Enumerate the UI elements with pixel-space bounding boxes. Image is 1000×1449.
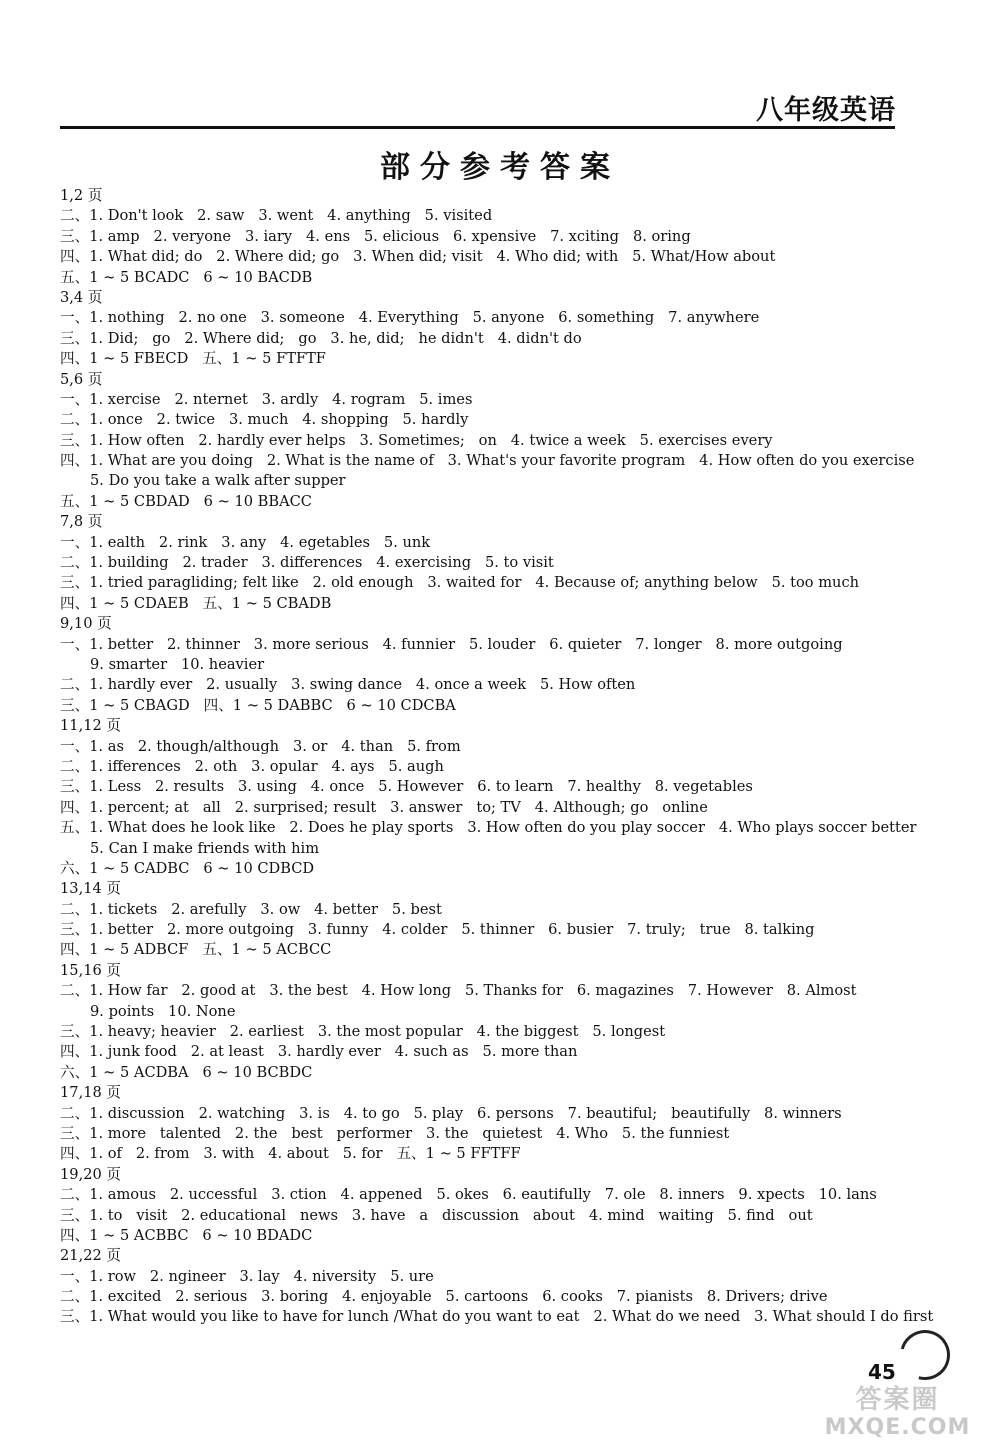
answer-line: 四、1. What are you doing 2. What is the name of 3. What's your favorite program 4. How often do you exercise	[60, 452, 915, 470]
answer-line: 三、1. tried paragliding; felt like 2. old enough 3. waited for 4. Because of; anything below 5. too much	[60, 574, 860, 592]
answer-line: 二、1. discussion 2. watching 3. is 4. to go 5. play 6. persons 7. beautiful; beautifully 8. winners	[60, 1104, 842, 1122]
header-title: 八年级英语	[756, 95, 896, 126]
watermark	[800, 1385, 995, 1445]
answer-line: 三、1. heavy; heavier 2. earliest 3. the most popular 4. the biggest 5. longest	[60, 1023, 666, 1041]
answer-line: 二、1. building 2. trader 3. differences 4. exercising 5. to visit	[60, 554, 554, 572]
answer-line: 3,4 页	[60, 288, 103, 306]
answer-line: 三、1. What would you like to have for lunch /What do you want to eat 2. What do we need 3. What should I do first	[60, 1308, 934, 1326]
answer-line: 二、1. hardly ever 2. usually 3. swing dance 4. once a week 5. How often	[60, 676, 636, 694]
answer-line: 四、1. of 2. from 3. with 4. about 5. for 五、1 ~ 5 FFTFF	[60, 1145, 521, 1163]
answer-line: 二、1. amous 2. uccessful 3. ction 4. appened 5. okes 6. eautifully 7. ole 8. inners 9. xpects 10. lans	[60, 1186, 877, 1204]
answer-line: 5. Do you take a walk after supper	[90, 472, 346, 490]
answer-line: 五、1. What does he look like 2. Does he play sports 3. How often do you play soccer 4. Who plays soccer better	[60, 819, 917, 837]
page-title: 部分参考答案	[380, 150, 620, 185]
answer-line: 一、1. row 2. ngineer 3. lay 4. niversity 5. ure	[60, 1267, 434, 1285]
answer-line: 9. points 10. None	[90, 1002, 236, 1020]
answer-line: 三、1 ~ 5 CBAGD 四、1 ~ 5 DABBC 6 ~ 10 CDCBA	[60, 696, 456, 714]
watermark-top: 答案圈	[855, 1385, 940, 1415]
answer-line: 六、1 ~ 5 ACDBA 6 ~ 10 BCBDC	[60, 1063, 313, 1081]
answer-line: 三、1. more talented 2. the best performer 3. the quietest 4. Who 5. the funniest	[60, 1124, 730, 1142]
answer-line: 三、1. to visit 2. educational news 3. have a discussion about 4. mind waiting 5. find out	[60, 1206, 813, 1224]
answer-line: 5. Can I make friends with him	[90, 839, 320, 857]
answer-line: 二、1. once 2. twice 3. much 4. shopping 5. hardly	[60, 411, 469, 429]
answer-line: 四、1 ~ 5 ACBBC 6 ~ 10 BDADC	[60, 1226, 313, 1244]
answer-line: 一、1. nothing 2. no one 3. someone 4. Everything 5. anyone 6. something 7. anywhere	[60, 309, 760, 327]
answer-line: 六、1 ~ 5 CADBC 6 ~ 10 CDBCD	[60, 859, 315, 877]
answer-line: 13,14 页	[60, 880, 122, 898]
answer-line: 二、1. ifferences 2. oth 3. opular 4. ays 5. augh	[60, 757, 444, 775]
answer-line: 一、1. xercise 2. nternet 3. ardly 4. rogram 5. imes	[60, 390, 473, 408]
answer-line: 21,22 页	[60, 1247, 122, 1265]
answer-line: 9. smarter 10. heavier	[90, 655, 265, 673]
answer-line: 四、1. What did; do 2. Where did; go 3. When did; visit 4. Who did; with 5. What/How about	[60, 248, 776, 266]
answer-line: 1,2 页	[60, 187, 103, 204]
answer-line: 11,12 页	[60, 717, 122, 735]
answer-line: 三、1. Did; go 2. Where did; go 3. he, did; he didn't 4. didn't do	[60, 329, 582, 347]
answer-line: 一、1. ealth 2. rink 3. any 4. egetables 5. unk	[60, 533, 431, 551]
page-decoration-icon	[891, 1321, 959, 1389]
answer-line: 三、1. Less 2. results 3. using 4. once 5. However 6. to learn 7. healthy 8. vegetables	[60, 778, 753, 796]
answer-line: 四、1 ~ 5 FBECD 五、1 ~ 5 FTFTF	[60, 350, 326, 368]
watermark-bottom: MXQE.COM	[824, 1415, 971, 1440]
answer-line: 19,20 页	[60, 1165, 122, 1183]
answer-line: 17,18 页	[60, 1084, 122, 1102]
answer-line: 7,8 页	[60, 513, 103, 531]
answer-line: 四、1. percent; at all 2. surprised; result 3. answer to; TV 4. Although; go online	[60, 798, 708, 816]
answer-line: 二、1. excited 2. serious 3. boring 4. enjoyable 5. cartoons 6. cooks 7. pianists 8. Drivers; drive	[60, 1288, 828, 1306]
answer-line: 15,16 页	[60, 961, 122, 979]
header-rule	[60, 126, 895, 129]
answer-line: 四、1. junk food 2. at least 3. hardly ever 4. such as 5. more than	[60, 1043, 578, 1061]
answer-line: 二、1. How far 2. good at 3. the best 4. How long 5. Thanks for 6. magazines 7. However 8. Almost	[60, 982, 857, 1000]
answer-line: 一、1. better 2. thinner 3. more serious 4. funnier 5. louder 6. quieter 7. longer 8. more outgoing	[60, 635, 843, 653]
answer-line: 三、1. better 2. more outgoing 3. funny 4. colder 5. thinner 6. busier 7. truly; true 8. talking	[60, 921, 815, 939]
answer-list	[60, 186, 934, 1328]
answer-line: 9,10 页	[60, 615, 112, 633]
answer-line: 四、1 ~ 5 ADBCF 五、1 ~ 5 ACBCC	[60, 941, 332, 959]
answer-line: 5,6 页	[60, 370, 103, 388]
answer-line: 三、1. amp 2. veryone 3. iary 4. ens 5. elicious 6. xpensive 7. xciting 8. oring	[60, 227, 691, 245]
answer-line: 三、1. How often 2. hardly ever helps 3. Sometimes; on 4. twice a week 5. exercises every	[60, 431, 773, 449]
answer-line: 二、1. Don't look 2. saw 3. went 4. anything 5. visited	[60, 207, 493, 225]
answer-line: 五、1 ~ 5 CBDAD 6 ~ 10 BBACC	[60, 492, 312, 510]
answer-line: 四、1 ~ 5 CDAEB 五、1 ~ 5 CBADB	[60, 594, 332, 612]
page-number: 45	[868, 1360, 896, 1384]
answer-line: 二、1. tickets 2. arefully 3. ow 4. better 5. best	[60, 900, 442, 918]
answer-line: 五、1 ~ 5 BCADC 6 ~ 10 BACDB	[60, 268, 313, 286]
answer-line: 一、1. as 2. though/although 3. or 4. than 5. from	[60, 737, 461, 755]
